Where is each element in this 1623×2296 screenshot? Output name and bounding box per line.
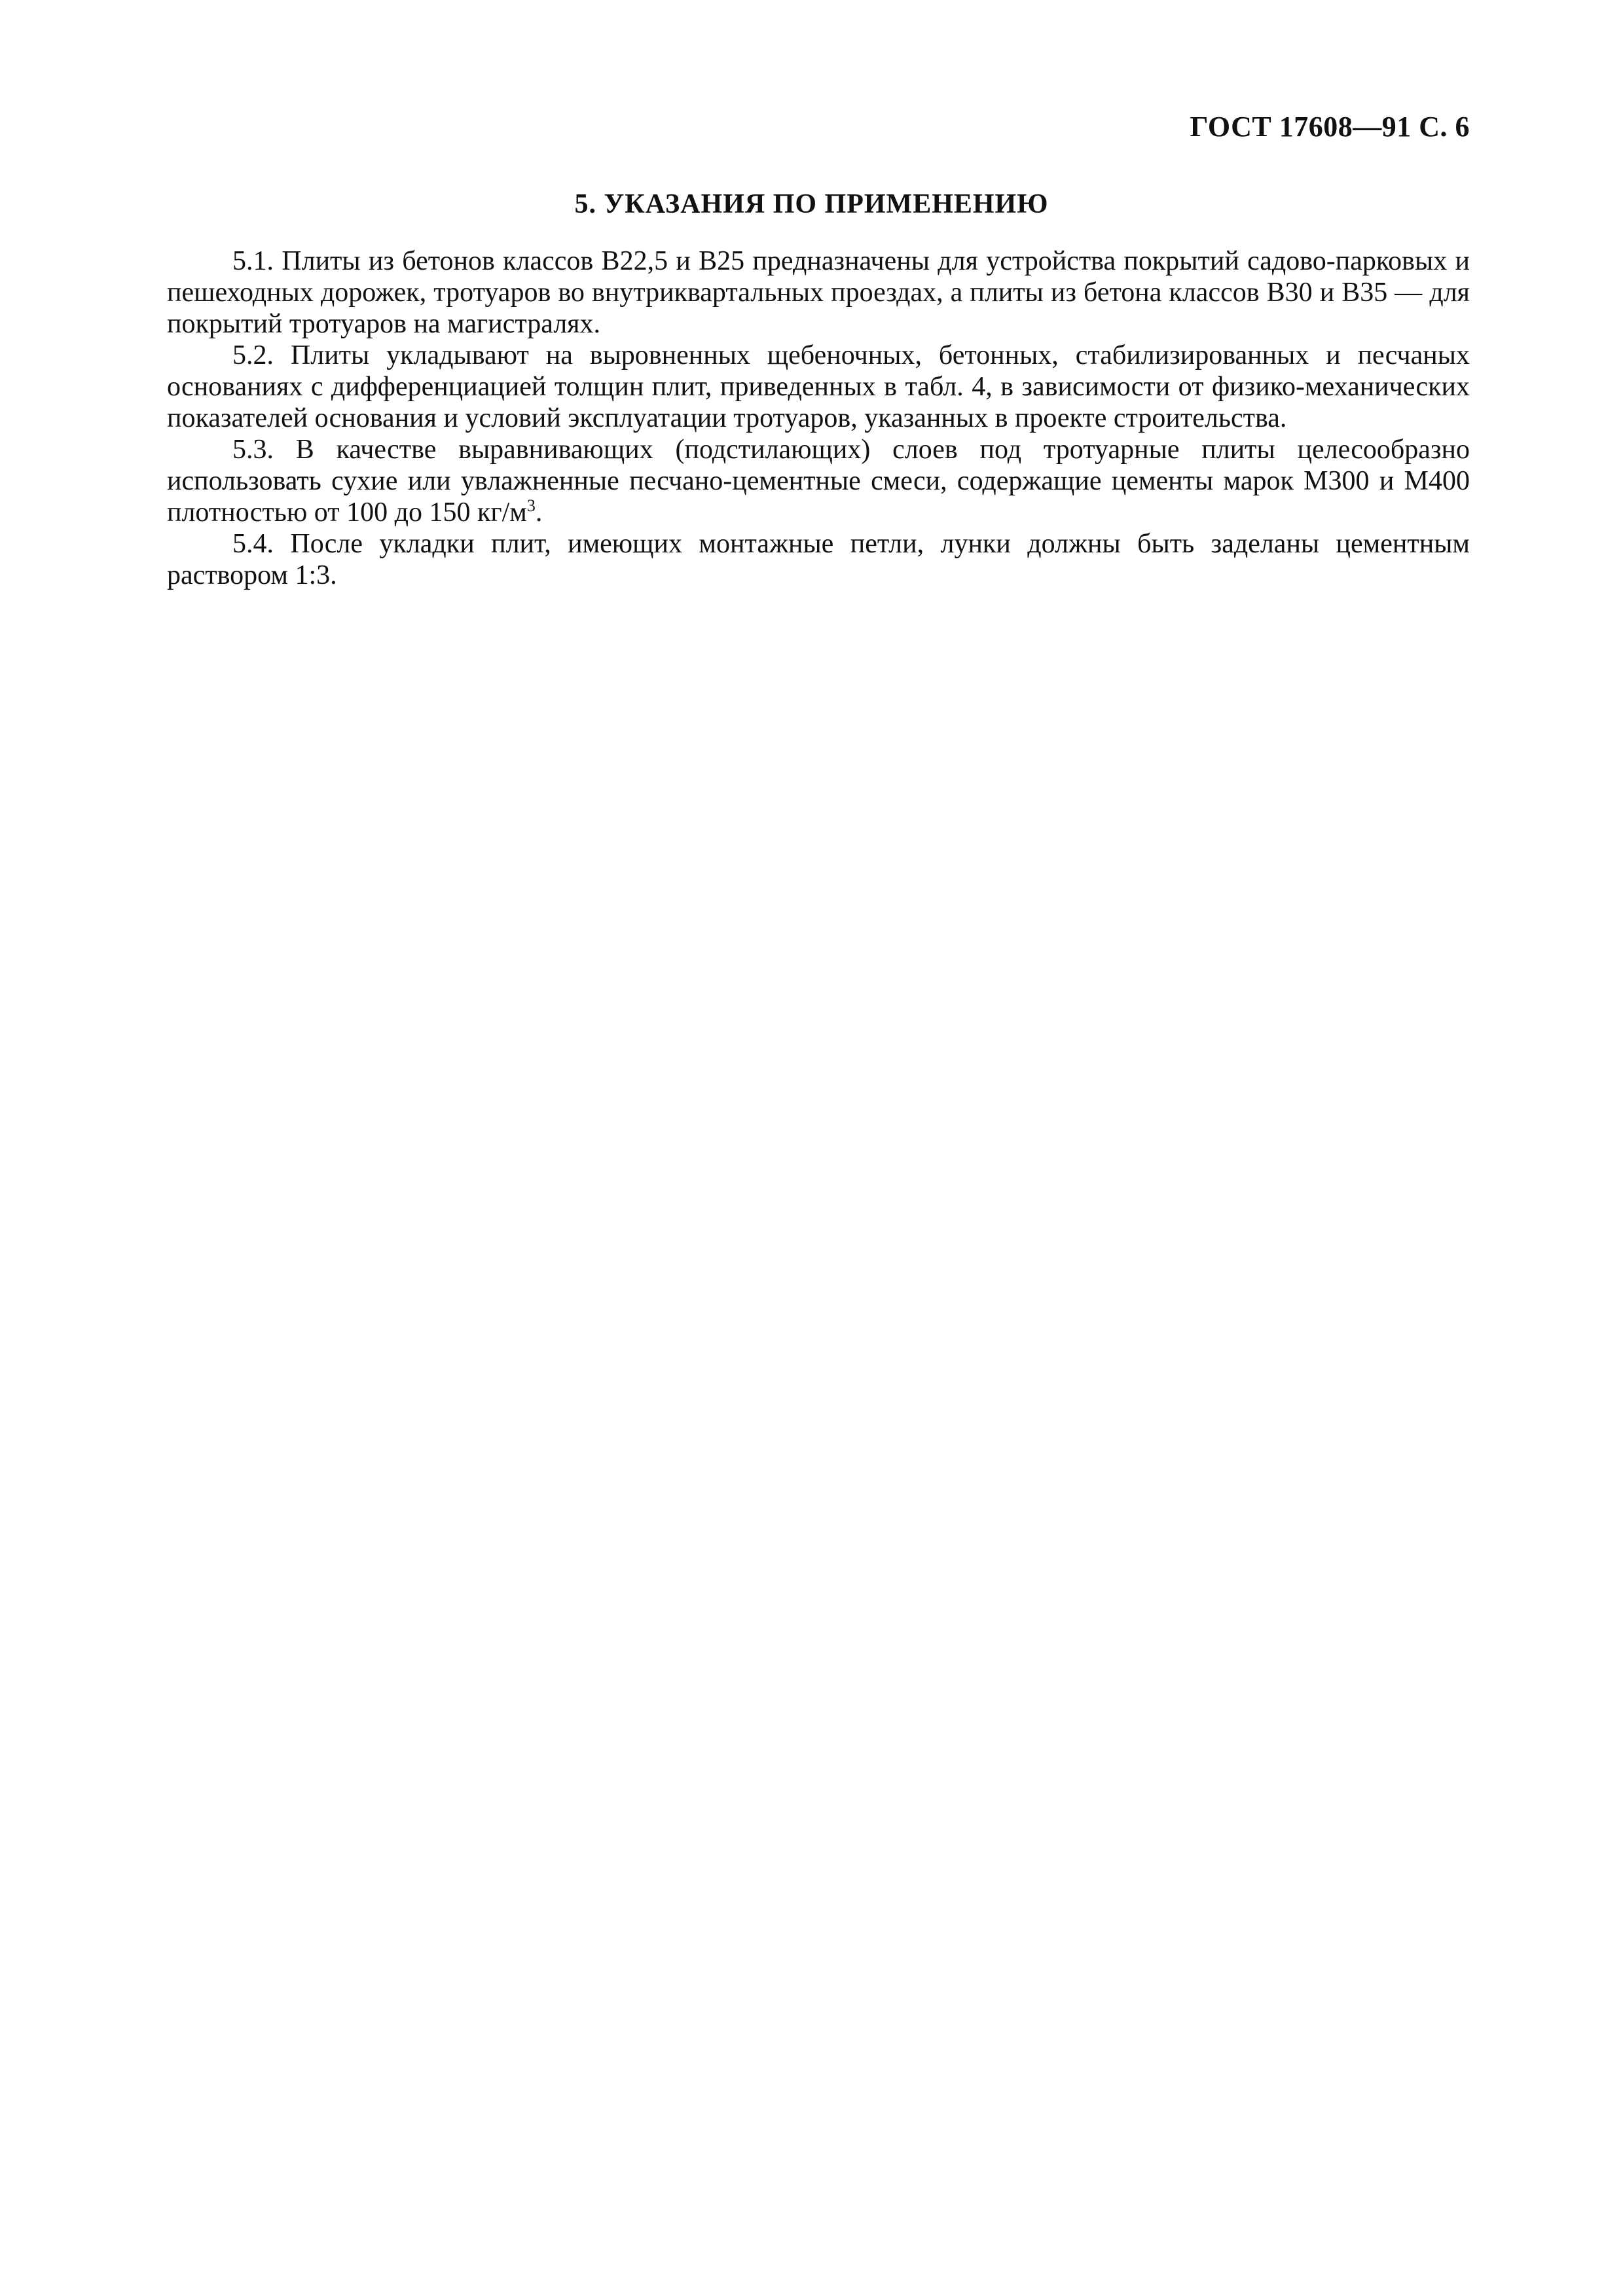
section-body [167,245,1470,591]
paragraph-5-2: 5.2. Плиты укладывают на выровненных щебеночных, бетонных, стабилизированных и песчаных основаниях с дифференциацией толщин плит, приведенных в табл. 4, в зависимости от физико-механических показателей основания и условий эксплуатации тротуаров, указанных в проекте строительства. [167,340,1470,433]
section-title: 5. УКАЗАНИЯ ПО ПРИМЕНЕНИЮ [574,189,1049,219]
paragraph-5-1: 5.1. Плиты из бетонов классов В22,5 и В25 предназначены для устройства покрытий садово-парковых и пешеходных дорожек, тротуаров во внутриквартальных проездах, а плиты из бетона классов В30 и В35 — для покрытий тротуаров на магистралях. [167,246,1470,339]
paragraph-5-3-text: 5.3. В качестве выравнивающих (подстилающих) слоев под тротуарные плиты целесообразно использовать сухие или увлажненные песчано-цементные смеси, содержащие цементы марок М300 и М400 плотностью от 100 до 150 кг/м [167,435,1470,528]
page-header-doc-ref: ГОСТ 17608—91 С. 6 [1190,111,1470,143]
paragraph-5-3-superscript: 3 [526,496,536,515]
paragraph-5-3 [167,434,1470,528]
paragraph-5-3-end: . [535,497,543,528]
paragraph-5-4: 5.4. После укладки плит, имеющих монтажные петли, лунки должны быть заделаны цементным раствором 1:3. [167,529,1470,590]
